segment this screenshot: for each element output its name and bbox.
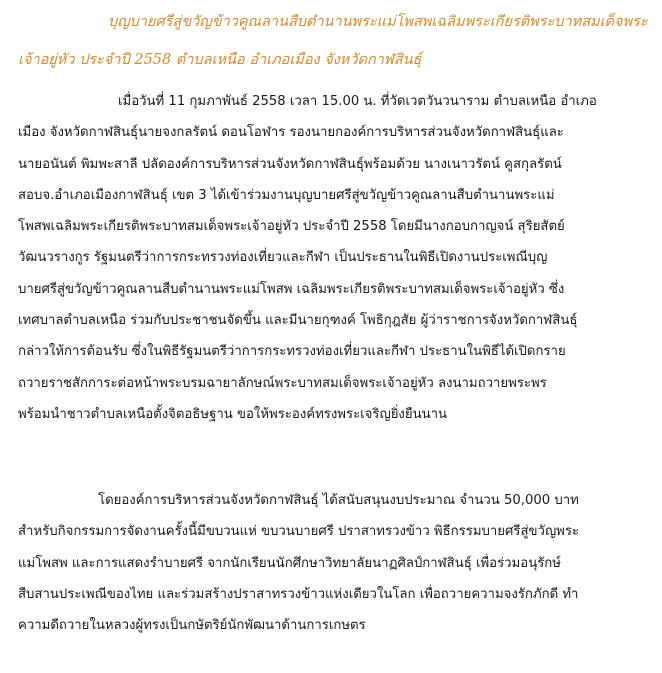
paragraph-line: นายอนันต์ พิมพะสาลี ปลัดองค์การบริหารส่วนจังหวัดกาฬสินธุ์พร้อมด้วย นางเนาวรัตน์ คูสกุลรัตน์ — [18, 156, 562, 172]
paragraph-line: โพสพเฉลิมพระเกียรติพระบาทสมเด็จพระเจ้าอยู่หัว ประจำปี 2558 โดยมีนางกอบกาญจน์ สุริยสัตย์ — [18, 219, 565, 235]
paragraph-line: พร้อมนำชาวตำบลเหนือตั้งจิตอธิษฐาน ขอให้พระองค์ทรงพระเจริญยิ่งยืนนาน — [18, 406, 448, 422]
paragraph-line: โดยองค์การบริหารส่วนจังหวัดกาฬสินธุ์ ได้สนับสนุนงบประมาณ จำนวน 50,000 บาท — [98, 493, 579, 508]
paragraph-line: วัฒนวรางกูร รัฐมนตรีว่าการกระทรวงท่องเที่ยวและกีฬา เป็นประธานในพิธีเปิดงานประเพณีบุญ — [18, 250, 548, 266]
paragraph-line: สอบจ.อำเภอเมืองกาฬสินธุ์ เขต 3 ได้เข้าร่วมงานบุญบายศรีสู่ขวัญข้าวคูณลานสืบตำนานพระแม่ — [18, 187, 555, 203]
paragraph-line: สืบสานประเพณีของไทย และร่วมสร้างปราสาทรวงข้าวแห่งเดียวในโลก เพื่อถวายความจงรักภักดี ทำ — [18, 586, 579, 602]
paragraph-line: ความดีถวายในหลวงผู้ทรงเป็นกษัตริย์นักพัฒนาด้านการเกษตร — [18, 618, 366, 634]
paragraph-line: สำหรับกิจกรรมการจัดงานครั้งนี้มีขบวนแห่ ขบวนบายศรี ปราสาทรวงข้าว พิธีกรรมบายศรีสู่ขวัญพระ — [18, 524, 580, 540]
document-title-line-2: เจ้าอยู่หัว ประจำปี 2558 ตำบลเหนือ อำเภอเมือง จังหวัดกาฬสินธุ์ — [18, 52, 422, 68]
paragraph-line: ถวายราชสักการะต่อหน้าพระบรมฉายาลักษณ์พระบาทสมเด็จพระเจ้าอยู่หัว ลงนามถวายพระพร — [18, 375, 547, 391]
paragraph-line: เมือง จังหวัดกาฬสินธุ์นายจงกลรัตน์ ดอนโอฬาร รองนายกองค์การบริหารส่วนจังหวัดกาฬสินธุ์และ — [18, 125, 564, 141]
paragraph-1 — [18, 86, 648, 430]
document-title-line-1: บุญบายศรีสู่ขวัญข้าวคูณลานสืบตำนานพระแม่โพสพเฉลิมพระเกียรติพระบาทสมเด็จพระ — [108, 14, 648, 30]
paragraph-line: บายศรีสู่ขวัญข้าวคูณลานสืบตำนานพระแม่โพสพ เฉลิมพระเกียรติพระบาทสมเด็จพระเจ้าอยู่หัว ซึ่ง — [18, 281, 565, 297]
paragraph-line: แม่โพสพ และการแสดงรำบายศรี จากนักเรียนนักศึกษาวิทยาลัยนาฏศิลป์กาฬสินธุ์ เพื่อร่วมอนุรักษ์ — [18, 555, 561, 571]
paragraph-2 — [18, 485, 648, 641]
paragraph-line: เมื่อวันที่ 11 กุมภาพันธ์ 2558 เวลา 15.00 น. ที่วัดเวตวันวนาราม ตำบลเหนือ อำเภอ — [118, 94, 597, 109]
paragraph-line: เทศบาลตำบลเหนือ ร่วมกับประชาชนจัดขึ้น และมีนายกุฑงค์ โพธิกุฎสัย ผู้ว่าราชการจังหวัดกาฬสินธุ์ — [18, 313, 578, 329]
paragraph-line: กล่าวให้การต้อนรับ ซึ่งในพิธีรัฐมนตรีว่าการกระทรวงท่องเที่ยวและกีฬา ประธานในพิธีได้เปิดกราย — [18, 344, 566, 360]
